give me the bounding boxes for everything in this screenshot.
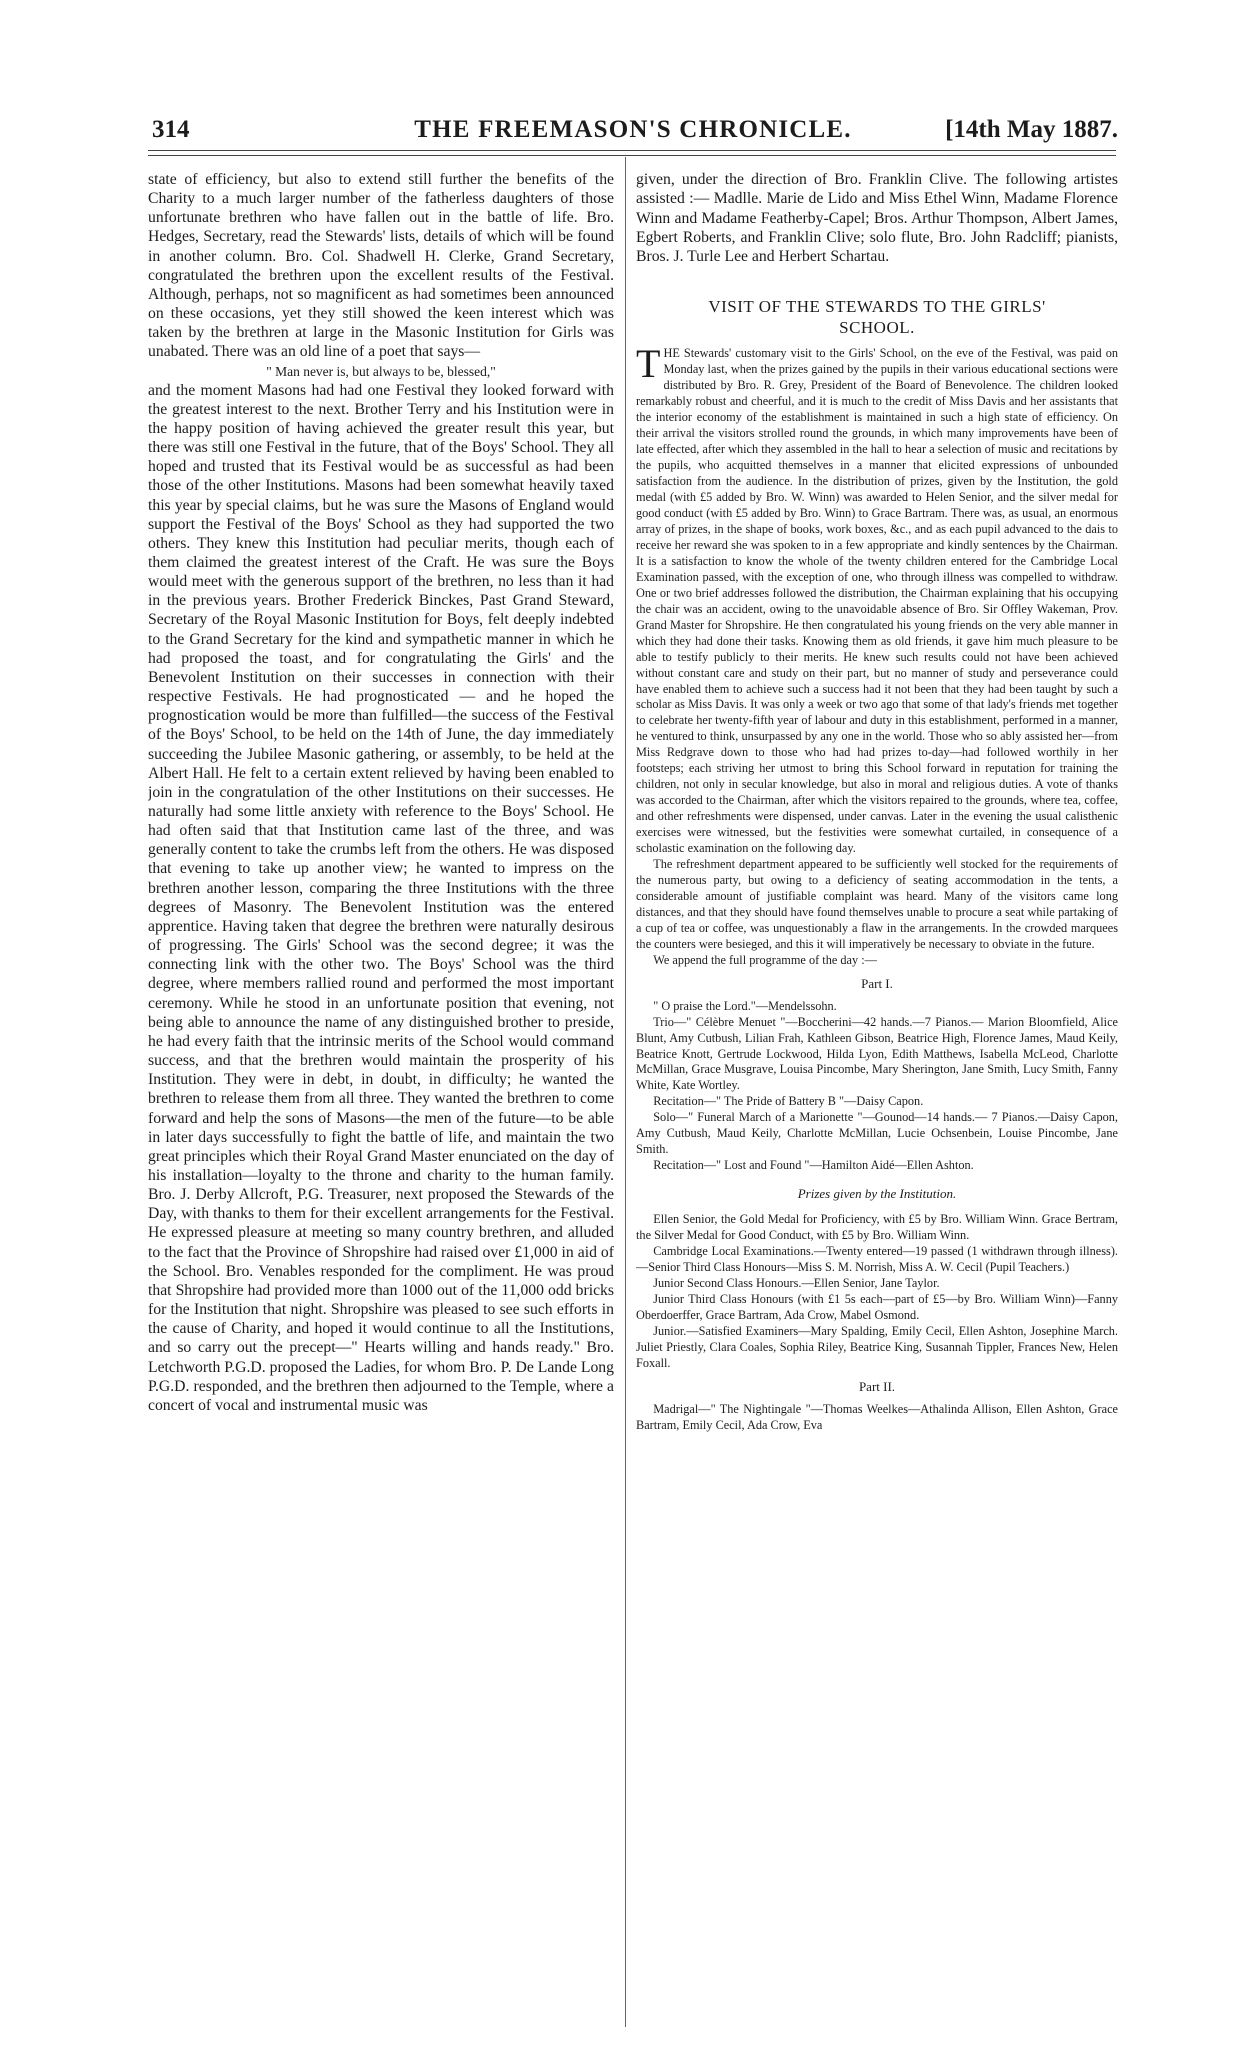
left-column bbox=[148, 170, 614, 2040]
programme-intro: We append the full programme of the day :— bbox=[653, 952, 877, 967]
part-one-heading: Part I. bbox=[861, 975, 893, 991]
programme-item: Trio—" Célèbre Menuet "—Boccherini—42 hands.—7 Pianos.— Marion Bloomfield, Alice Blunt, Amy Cutbush, Lilian Frah, Kathleen Gibson, Beatrice High, Florence James, Maud Keily, Beatrice Knott, Gertrude Lockwood, Hilda Lyon, Edith Matthews, Isabella McLeod, Charlotte McMillan, Grace Musgrave, Louisa Pincombe, Mary Sherington, Jane Smith, Lucy Smith, Fanny White, Kate Wortley. bbox=[636, 1014, 1118, 1093]
drop-cap: T bbox=[636, 341, 661, 387]
programme-item: Madrigal—" The Nightingale "—Thomas Weelkes—Athalinda Allison, Ellen Ashton, Grace Bartram, Emily Cecil, Ada Crow, Eva bbox=[636, 1401, 1118, 1432]
article-paragraph-1-text: HE Stewards' customary visit to the Girls' School, on the eve of the Festival, was paid on Monday last, when the prizes gained by the pupils in their various educational sections were distributed by Bro. R. Grey, President of the Board of Benevolence. The children looked remarkably robust and cheerful, and it is much to the credit of Miss Davis and her assistants that the interior economy of the establishment is maintained in such a high state of efficiency. On their arrival the visitors strolled round the grounds, in which many improvements have been of late effected, after which they assembled in the hall to hear a selection of music and recitations by the pupils, who acquitted themselves in a manner that elicited expressions of unbounded satisfaction from the audience. In the distribution of prizes, given by the Institution, the gold medal (with £5 added by Bro. W. Winn) was awarded to Helen Senior, and the silver medal for good conduct (with £5 added by Bro. Winn) to Grace Bartram. There was, as usual, an enormous array of prizes, in the shape of books, work boxes, &c., and as each pupil advanced to the dais to receive her reward she was spoken to in a few appropriate and kindly sentences by the Chairman. It is a satisfaction to know the whole of the twenty children entered for the Cambridge Local Examination passed, with the exception of one, who through illness was compelled to withdraw. One or two brief addresses followed the distribution, the Chairman explaining that his occupying the chair was an accident, owing to the unavoidable absence of Bro. Sir Offley Wakeman, Prov. Grand Master for Shropshire. He then congratulated his young friends on the very able manner in which they had done their tasks. Knowing them as old friends, it gave him much pleasure to be able to testify publicly to their merits. He knew such results could not have been achieved without constant care and study on their part, but no manner of study and perseverance could have enabled them to achieve such a success had it not been that they had been taught by such a scholar as Miss Davis. It was only a week or two ago that some of that lady's friends met together to celebrate her twenty-fifth year of labour and duty in this establishment, performed in a manner, he ventured to think, unsurpassed by any one in the world. Those who so ably assisted her—from Miss Redgrave down to those who had had prizes to-day—had followed worthily in her footsteps; each striving her utmost to bring this School forward in reputation for training the children, not only in secular knowledge, but also in moral and religious duties. A vote of thanks was accorded to the Chairman, after which the visitors repaired to the grounds, where tea, coffee, and other refreshments were dispensed, under canvas. Later in the evening the usual calisthenic exercises were witnessed, but the festivities were somewhat curtailed, in consequence of a scholastic examination on the following day. bbox=[636, 346, 1118, 856]
left-paragraph-2: and the moment Masons had had one Festival they looked forward with the greatest interest to the next. Brother Terry and his Institution were in the happy position of having achieved the greater result this year, but there was still one Festival in the future, that of the Boys' School. They all hoped and trusted that its Festival would be as successful as had been those of the other Institutions. Masons had been somewhat heavily taxed this year by special claims, but he was sure the Masons of England would support the Festival of the Boys' School as they had supported the two others. They knew this Institution had peculiar merits, though each of them claimed the greatest interest of the Craft. He was sure the Boys would meet with the generous support of the brethren, no less than it had in the previous years. Brother Frederick Binckes, Past Grand Steward, Secretary of the Royal Masonic Institution for Boys, felt deeply indebted to the Grand Secretary for the kind and sympathetic manner in which he had proposed the toast, and for congratulating the Girls' and the Benevolent Institution on their successes in connection with their respective Festivals. He had prognosticated — and he hoped the prognostication would be more than fulfilled—the success of the Festival of the Boys' School, to be held on the 14th of June, the day immediately succeeding the Jubilee Masonic gathering, or assembly, to be held at the Albert Hall. He felt to a certain extent relieved by having been enabled to join in the congratulation of the other Institutions on their successes. He naturally had some little anxiety with reference to the Boys' School. He had often said that that Institution came last of the three, and was generally content to take the crumbs left from the others. He was disposed that evening to take up another view; he wanted to impress on the brethren another lesson, comparing the three Institutions with the three degrees of Masonry. The Benevolent Institution was the entered apprentice. Having taken that degree the brethren were naturally desirous of progressing. The Girls' School was the second degree; it was the connecting link with the other two. The Boys' School was the third degree, where members rallied round and performed the most important ceremony. While he stood in an unfortunate position that evening, not being able to announce the name of any distinguished brother to preside, he had every faith that the intrinsic merits of the School would command success, and that the brethren would maintain the prosperity of his Institution. They were in debt, in doubt, in difficulty; he wanted the brethren to release them from all three. They wanted the brethren to come forward and help the sons of Masons—the men of the future—to be able in later days successfully to fight the battle of life, and maintain the two great principles which their Royal Grand Master enunciated on the day of his installation—loyalty to the throne and charity to the human family. Bro. J. Derby Allcroft, P.G. Treasurer, next proposed the Stewards of the Day, with thanks to them for their excellent arrangements for the Festival. He expressed pleasure at meeting so many country brethren, and alluded to the fact that the Province of Shropshire had raised over £1,000 in aid of the School. Bro. Venables responded for the compliment. He was proud that Shropshire had provided more than 1000 out of the 11,000 odd bricks for the Institution that night. Shropshire was pleased to see such efforts in the cause of Charity, and hoped it would continue to all the Institutions, and so carry out the precept—" Hearts willing and hands ready." Bro. Letchworth P.G.D. proposed the Ladies, for whom Bro. P. De Lande Long P.G.D. responded, and the brethren then adjourned to the Temple, where a concert of vocal and instrumental music was bbox=[148, 381, 614, 1414]
column-divider bbox=[625, 157, 626, 2027]
article-heading-line-2: SCHOOL. bbox=[839, 318, 915, 338]
prize-entry: Cambridge Local Examinations.—Twenty entered—19 passed (1 withdrawn through illness).—Senior Third Class Honours—Miss S. M. Norrish, Miss A. W. Cecil (Pupil Teachers.) bbox=[636, 1244, 1118, 1274]
article-heading bbox=[636, 296, 1118, 338]
issue-date: [14th May 1887. bbox=[945, 116, 1118, 143]
article-paragraph-1 bbox=[636, 341, 1118, 857]
right-column bbox=[636, 170, 1118, 2040]
prize-entry: Junior Third Class Honours (with £1 5s each—part of £5—by Bro. William Winn)—Fanny Oberdoerffer, Grace Bartram, Ada Crow, Mabel Osmond. bbox=[636, 1291, 1118, 1322]
prize-entry: Junior Second Class Honours.—Ellen Senior, Jane Taylor. bbox=[653, 1275, 940, 1290]
article-heading-line-1: VISIT OF THE STEWARDS TO THE GIRLS' bbox=[708, 297, 1046, 317]
concert-continuation: given, under the direction of Bro. Franklin Clive. The following artistes assisted :— Madlle. Marie de Lido and Miss Ethel Winn, Madame Florence Winn and Madame Featherby-Capel; Bros. Arthur Thompson, Albert James, Egbert Roberts, and Franklin Clive; solo flute, Bro. John Radcliff; pianists, Bros. J. Turle Lee and Herbert Schartau. bbox=[636, 171, 1118, 266]
programme-item: " O praise the Lord."—Mendelssohn. bbox=[653, 998, 837, 1013]
programme-item: Recitation—" The Pride of Battery B "—Daisy Capon. bbox=[653, 1094, 924, 1109]
poet-quotation: " Man never is, but always to be, blessed," bbox=[266, 363, 496, 379]
masthead bbox=[148, 112, 1118, 152]
masthead-rule-top bbox=[148, 150, 1116, 151]
prize-entry: Ellen Senior, the Gold Medal for Proficiency, with £5 by Bro. William Winn. Grace Bertram, the Silver Medal for Good Conduct, with £5 by Bro. William Winn. bbox=[636, 1212, 1118, 1243]
left-paragraph-1: state of efficiency, but also to extend still further the benefits of the Charity to a much larger number of the fatherless daughters of those unfortunate brethren who have fallen out in the battle of life. Bro. Hedges, Secretary, read the Stewards' lists, details of which will be found in another column. Bro. Col. Shadwell H. Clerke, Grand Secretary, congratulated the brethren upon the excellent results of the Festival. Although, perhaps, not so magnificent as had sometimes been announced on these occasions, yet they still showed the keen interest which was taken by the brethren at large in the Masonic Institution for Girls was unabated. There was an old line of a poet that says— bbox=[148, 171, 614, 361]
programme-item: Recitation—" Lost and Found "—Hamilton Aidé—Ellen Ashton. bbox=[653, 1158, 974, 1173]
prizes-heading: Prizes given by the Institution. bbox=[797, 1186, 957, 1202]
programme-item: Solo—" Funeral March of a Marionette "—Gounod—14 hands.— 7 Pianos.—Daisy Capon, Amy Cutbush, Maud Keily, Charlotte McMillan, Lucie Ochsenbein, Louise Pincombe, Jane Smith. bbox=[636, 1110, 1118, 1157]
masthead-rule-bottom bbox=[148, 155, 1116, 156]
page-number: 314 bbox=[152, 116, 190, 143]
part-two-heading: Part II. bbox=[858, 1378, 896, 1394]
prize-entry: Junior.—Satisfied Examiners—Mary Spalding, Emily Cecil, Ellen Ashton, Josephine March. Juliet Priestly, Clara Coales, Sophia Riley, Beatrice King, Susannah Tippler, Frances New, Helen Foxall. bbox=[636, 1323, 1118, 1370]
article-paragraph-2: The refreshment department appeared to be sufficiently well stocked for the requirements of the numerous party, but owing to a deficiency of seating accommodation in the tents, a considerable amount of justifiable complaint was heard. Many of the visitors came long distances, and that they should have found themselves unable to procure a seat while partaking of a cup of tea or coffee, was unquestionably a flaw in the arrangements. In the crowded marquees the counters were besieged, and this it will imperatively be necessary to obviate in the future. bbox=[636, 856, 1118, 951]
publication-title: THE FREEMASON'S CHRONICLE. bbox=[414, 116, 852, 143]
